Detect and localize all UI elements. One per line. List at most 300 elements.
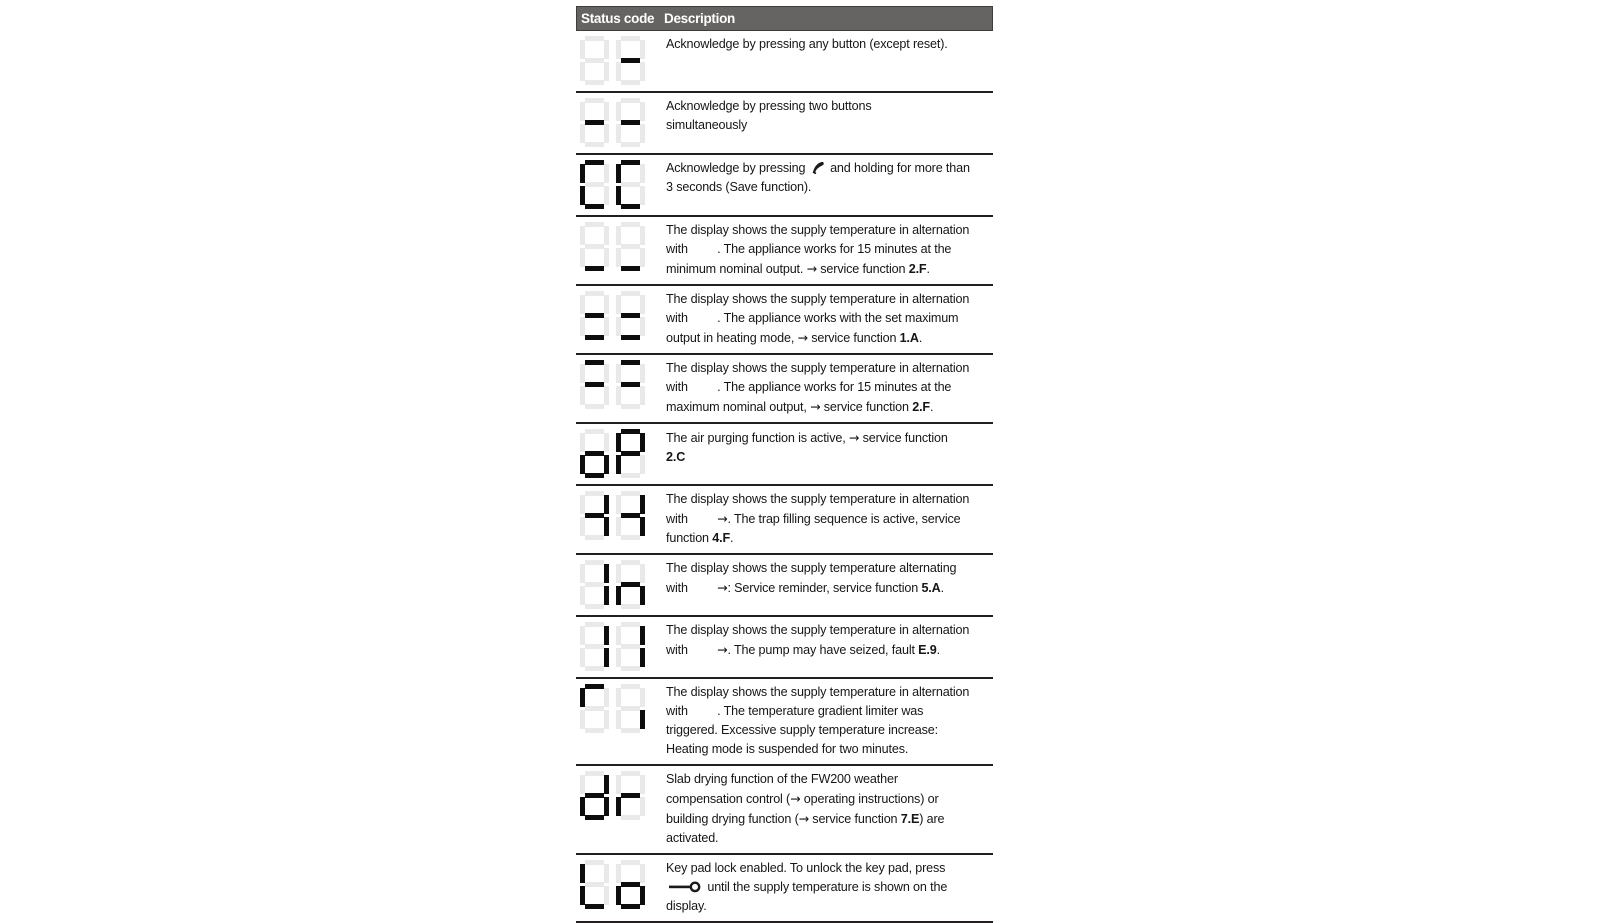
segment-e-icon xyxy=(580,62,585,81)
seven-segment-display xyxy=(580,36,645,86)
segment-a-icon xyxy=(585,684,604,689)
table-row xyxy=(576,679,993,766)
description-cell xyxy=(662,486,993,553)
segment-d-icon xyxy=(585,728,604,733)
status-code-cell xyxy=(576,155,662,215)
segment-a-icon xyxy=(621,360,640,365)
segment-a-icon xyxy=(585,98,604,103)
table-row xyxy=(576,155,993,217)
segment-e-icon xyxy=(616,710,621,729)
arrow-right-icon: → xyxy=(798,811,809,826)
segment-f-icon xyxy=(616,495,621,514)
segment-e-icon xyxy=(616,648,621,667)
segment-e-icon xyxy=(580,386,585,405)
table-row xyxy=(576,617,993,679)
seven-segment-digit xyxy=(616,860,645,910)
segment-f-icon xyxy=(580,688,585,707)
segment-f-icon xyxy=(616,226,621,245)
table-row xyxy=(576,766,993,855)
segment-c-icon xyxy=(640,586,645,605)
table-row xyxy=(576,31,993,93)
seven-segment-digit xyxy=(616,36,645,86)
segment-d-icon xyxy=(621,266,640,271)
segment-e-icon xyxy=(616,517,621,536)
arrow-right-icon: → xyxy=(797,330,808,345)
segment-e-icon xyxy=(616,586,621,605)
status-code-cell xyxy=(576,93,662,153)
arrow-right-icon: → xyxy=(717,511,728,526)
segment-d-icon xyxy=(585,266,604,271)
segment-b-icon xyxy=(604,495,609,514)
segment-b-icon xyxy=(640,864,645,883)
description-cell xyxy=(662,217,993,284)
description-cell xyxy=(662,555,993,615)
segment-b-icon xyxy=(604,364,609,383)
segment-c-icon xyxy=(640,648,645,667)
seven-segment-display xyxy=(580,98,645,148)
description-line: Slab drying function of the FW200 weather xyxy=(666,772,898,786)
segment-b-icon xyxy=(640,295,645,314)
status-code-cell xyxy=(576,486,662,553)
segment-g-icon xyxy=(585,706,604,711)
segment-f-icon xyxy=(616,40,621,59)
seven-segment-digit xyxy=(580,36,609,86)
seven-segment-digit xyxy=(580,291,609,341)
segment-a-icon xyxy=(585,222,604,227)
status-code-cell xyxy=(576,217,662,284)
segment-e-icon xyxy=(616,455,621,474)
service-function-reference: 2.F xyxy=(908,262,927,276)
segment-e-icon xyxy=(616,248,621,267)
segment-g-icon xyxy=(585,58,604,63)
description-cell xyxy=(662,617,993,677)
segment-a-icon xyxy=(621,98,640,103)
segment-c-icon xyxy=(640,186,645,205)
status-code-cell xyxy=(576,424,662,484)
service-function-reference: 5.A xyxy=(921,581,941,595)
seven-segment-display xyxy=(580,429,645,479)
segment-b-icon xyxy=(640,775,645,794)
segment-d-icon xyxy=(621,666,640,671)
chimney-sweep-icon xyxy=(811,161,825,175)
service-function-reference: 1.A xyxy=(899,331,919,345)
seven-segment-digit xyxy=(580,622,609,672)
segment-a-icon xyxy=(585,429,604,434)
segment-d-icon xyxy=(585,204,604,209)
description-line: compensation control (→ operating instructions) or xyxy=(666,791,939,806)
seven-segment-digit xyxy=(616,771,645,821)
description-cell xyxy=(662,155,993,215)
segment-g-icon xyxy=(585,313,604,318)
segment-d-icon xyxy=(585,815,604,820)
service-function-reference: E.9 xyxy=(918,643,937,657)
segment-g-icon xyxy=(621,882,640,887)
segment-a-icon xyxy=(621,36,640,41)
segment-d-icon xyxy=(585,80,604,85)
segment-d-icon xyxy=(621,815,640,820)
segment-e-icon xyxy=(580,248,585,267)
segment-c-icon xyxy=(640,317,645,336)
segment-f-icon xyxy=(580,295,585,314)
segment-g-icon xyxy=(621,793,640,798)
segment-f-icon xyxy=(580,433,585,452)
table-row xyxy=(576,217,993,286)
segment-g-icon xyxy=(585,644,604,649)
description-line: triggered. Excessive supply temperature increase: xyxy=(666,723,938,737)
segment-c-icon xyxy=(604,124,609,143)
status-code-cell xyxy=(576,355,662,422)
segment-a-icon xyxy=(585,491,604,496)
description-line: Key pad lock enabled. To unlock the key pad, press xyxy=(666,861,946,875)
segment-a-icon xyxy=(621,622,640,627)
seven-segment-display xyxy=(580,291,645,341)
segment-g-icon xyxy=(585,451,604,456)
segment-e-icon xyxy=(580,648,585,667)
segment-b-icon xyxy=(604,433,609,452)
status-code-cell xyxy=(576,555,662,615)
seven-segment-digit xyxy=(616,222,645,272)
segment-b-icon xyxy=(604,688,609,707)
description-line: with . The appliance works for 15 minutes at the xyxy=(666,380,952,394)
segment-f-icon xyxy=(580,864,585,883)
description-line: minimum nominal output. → service function 2.F. xyxy=(666,261,930,276)
segment-d-icon xyxy=(585,142,604,147)
description-line: Acknowledge by pressing any button (except reset). xyxy=(666,37,948,51)
table-row xyxy=(576,486,993,555)
segment-e-icon xyxy=(580,586,585,605)
segment-a-icon xyxy=(621,291,640,296)
segment-a-icon xyxy=(621,429,640,434)
segment-b-icon xyxy=(640,626,645,645)
description-line: maximum nominal output, → service function 2.F. xyxy=(666,399,934,414)
segment-f-icon xyxy=(616,688,621,707)
segment-b-icon xyxy=(604,102,609,121)
seven-segment-digit xyxy=(580,160,609,210)
seven-segment-digit xyxy=(580,429,609,479)
segment-c-icon xyxy=(604,886,609,905)
status-code-cell xyxy=(576,679,662,764)
segment-c-icon xyxy=(640,248,645,267)
description-line: The display shows the supply temperature in alternation xyxy=(666,223,970,237)
segment-b-icon xyxy=(640,688,645,707)
segment-e-icon xyxy=(616,886,621,905)
segment-a-icon xyxy=(585,560,604,565)
table-row xyxy=(576,286,993,355)
segment-c-icon xyxy=(604,317,609,336)
segment-c-icon xyxy=(640,517,645,536)
status-code-cell xyxy=(576,31,662,91)
description-cell xyxy=(662,679,993,764)
seven-segment-display xyxy=(580,160,645,210)
table-header-row xyxy=(576,6,993,31)
segment-g-icon xyxy=(585,120,604,125)
segment-f-icon xyxy=(580,564,585,583)
segment-d-icon xyxy=(585,535,604,540)
key-icon xyxy=(668,880,702,892)
segment-e-icon xyxy=(580,317,585,336)
segment-g-icon xyxy=(621,182,640,187)
segment-b-icon xyxy=(640,495,645,514)
status-code-cell xyxy=(576,855,662,921)
segment-c-icon xyxy=(604,186,609,205)
description-line: with . The temperature gradient limiter was xyxy=(666,704,924,718)
arrow-right-icon: → xyxy=(806,261,817,276)
arrow-right-icon: → xyxy=(790,791,801,806)
seven-segment-digit xyxy=(616,684,645,734)
segment-f-icon xyxy=(580,102,585,121)
segment-g-icon xyxy=(621,58,640,63)
description-line: The display shows the supply temperature in alternation xyxy=(666,492,970,506)
segment-e-icon xyxy=(580,124,585,143)
segment-g-icon xyxy=(621,644,640,649)
segment-e-icon xyxy=(616,797,621,816)
segment-e-icon xyxy=(580,186,585,205)
segment-g-icon xyxy=(585,793,604,798)
segment-f-icon xyxy=(580,364,585,383)
description-line: with →. The pump may have seized, fault E.9. xyxy=(666,642,940,657)
description-line: until the supply temperature is shown on the xyxy=(666,878,993,897)
description-line: Heating mode is suspended for two minutes. xyxy=(666,742,909,756)
seven-segment-digit xyxy=(616,491,645,541)
segment-a-icon xyxy=(621,222,640,227)
segment-f-icon xyxy=(580,164,585,183)
segment-c-icon xyxy=(640,797,645,816)
description-line: The air purging function is active, → service function xyxy=(666,430,948,445)
seven-segment-display xyxy=(580,360,645,410)
description-line: function 4.F. xyxy=(666,531,734,545)
seven-segment-digit xyxy=(616,429,645,479)
segment-f-icon xyxy=(580,626,585,645)
segment-g-icon xyxy=(621,451,640,456)
segment-f-icon xyxy=(580,495,585,514)
arrow-right-icon: → xyxy=(848,430,860,445)
seven-segment-digit xyxy=(616,560,645,610)
seven-segment-digit xyxy=(580,860,609,910)
segment-c-icon xyxy=(604,455,609,474)
seven-segment-digit xyxy=(580,98,609,148)
segment-b-icon xyxy=(604,626,609,645)
segment-d-icon xyxy=(621,728,640,733)
segment-b-icon xyxy=(604,864,609,883)
segment-a-icon xyxy=(621,860,640,865)
segment-g-icon xyxy=(621,382,640,387)
seven-segment-digit xyxy=(616,98,645,148)
description-line: Acknowledge by pressing and holding for more than xyxy=(666,161,970,175)
description-line: The display shows the supply temperature in alternation xyxy=(666,685,970,699)
segment-b-icon xyxy=(640,164,645,183)
description-line: The display shows the supply temperature alternating xyxy=(666,561,957,575)
segment-b-icon xyxy=(604,775,609,794)
segment-d-icon xyxy=(585,335,604,340)
segment-b-icon xyxy=(640,40,645,59)
segment-c-icon xyxy=(604,586,609,605)
segment-c-icon xyxy=(640,124,645,143)
segment-g-icon xyxy=(621,513,640,518)
segment-d-icon xyxy=(585,904,604,909)
segment-e-icon xyxy=(580,797,585,816)
seven-segment-digit xyxy=(580,684,609,734)
segment-g-icon xyxy=(621,582,640,587)
segment-g-icon xyxy=(585,382,604,387)
table-row xyxy=(576,855,993,923)
segment-d-icon xyxy=(621,142,640,147)
segment-c-icon xyxy=(604,648,609,667)
segment-b-icon xyxy=(604,226,609,245)
segment-d-icon xyxy=(585,473,604,478)
column-header-status-code: Status code xyxy=(581,11,655,26)
segment-c-icon xyxy=(604,386,609,405)
segment-g-icon xyxy=(621,313,640,318)
seven-segment-display xyxy=(580,560,645,610)
description-line: with . The appliance works for 15 minutes at the xyxy=(666,242,952,256)
segment-c-icon xyxy=(640,62,645,81)
segment-c-icon xyxy=(640,386,645,405)
segment-f-icon xyxy=(616,164,621,183)
arrow-right-icon: → xyxy=(717,642,728,657)
description-line: Acknowledge by pressing two buttons xyxy=(666,99,872,113)
service-function-reference: 2.F xyxy=(912,400,930,414)
segment-g-icon xyxy=(621,120,640,125)
seven-segment-digit xyxy=(616,622,645,672)
arrow-right-icon: → xyxy=(717,580,728,595)
description-cell xyxy=(662,31,993,91)
segment-d-icon xyxy=(621,473,640,478)
seven-segment-digit xyxy=(580,771,609,821)
description-line: simultaneously xyxy=(666,118,748,132)
segment-f-icon xyxy=(616,775,621,794)
segment-c-icon xyxy=(604,517,609,536)
seven-segment-display xyxy=(580,684,645,734)
segment-g-icon xyxy=(585,182,604,187)
segment-a-icon xyxy=(621,491,640,496)
description-line: display. xyxy=(666,899,707,913)
segment-f-icon xyxy=(616,102,621,121)
description-line: The display shows the supply temperature in alternation xyxy=(666,623,970,637)
status-code-table xyxy=(576,6,993,923)
description-line: with →. The trap filling sequence is active, service xyxy=(666,511,961,526)
segment-e-icon xyxy=(616,186,621,205)
segment-d-icon xyxy=(585,666,604,671)
segment-c-icon xyxy=(604,710,609,729)
status-code-cell xyxy=(576,617,662,677)
segment-f-icon xyxy=(616,564,621,583)
description-cell xyxy=(662,286,993,353)
segment-a-icon xyxy=(621,771,640,776)
segment-e-icon xyxy=(616,386,621,405)
segment-a-icon xyxy=(621,684,640,689)
seven-segment-digit xyxy=(580,560,609,610)
segment-a-icon xyxy=(585,860,604,865)
description-cell xyxy=(662,355,993,422)
column-header-description: Description xyxy=(664,11,735,26)
segment-f-icon xyxy=(580,775,585,794)
segment-e-icon xyxy=(616,62,621,81)
service-function-reference: 7.E xyxy=(900,812,920,826)
segment-f-icon xyxy=(580,40,585,59)
seven-segment-digit xyxy=(580,491,609,541)
seven-segment-digit xyxy=(580,222,609,272)
seven-segment-digit xyxy=(616,291,645,341)
description-line: output in heating mode, → service function 1.A. xyxy=(666,330,923,345)
arrow-right-icon: → xyxy=(810,399,821,414)
description-cell xyxy=(662,855,993,921)
segment-f-icon xyxy=(616,433,621,452)
segment-a-icon xyxy=(585,291,604,296)
segment-e-icon xyxy=(580,517,585,536)
segment-a-icon xyxy=(585,771,604,776)
seven-segment-display xyxy=(580,860,645,910)
seven-segment-display xyxy=(580,622,645,672)
segment-b-icon xyxy=(604,564,609,583)
segment-a-icon xyxy=(585,622,604,627)
segment-c-icon xyxy=(640,886,645,905)
segment-c-icon xyxy=(640,710,645,729)
segment-a-icon xyxy=(621,160,640,165)
segment-b-icon xyxy=(640,564,645,583)
description-line: activated. xyxy=(666,831,719,845)
description-cell xyxy=(662,93,993,153)
description-line: building drying function (→ service function 7.E) are xyxy=(666,811,945,826)
segment-g-icon xyxy=(621,244,640,249)
segment-b-icon xyxy=(640,433,645,452)
segment-f-icon xyxy=(616,295,621,314)
description-line xyxy=(666,448,993,467)
segment-g-icon xyxy=(585,882,604,887)
segment-c-icon xyxy=(640,455,645,474)
segment-g-icon xyxy=(585,244,604,249)
segment-b-icon xyxy=(640,364,645,383)
seven-segment-digit xyxy=(616,160,645,210)
segment-d-icon xyxy=(621,204,640,209)
segment-b-icon xyxy=(604,295,609,314)
segment-e-icon xyxy=(580,710,585,729)
description-line: The display shows the supply temperature in alternation xyxy=(666,361,970,375)
table-row xyxy=(576,355,993,424)
segment-b-icon xyxy=(604,164,609,183)
service-function-reference: 4.F xyxy=(712,531,731,545)
segment-d-icon xyxy=(585,404,604,409)
description-line: with →: Service reminder, service function 5.A. xyxy=(666,580,944,595)
table-row xyxy=(576,555,993,617)
segment-f-icon xyxy=(616,364,621,383)
seven-segment-display xyxy=(580,771,645,821)
segment-a-icon xyxy=(585,160,604,165)
segment-g-icon xyxy=(585,582,604,587)
description-cell xyxy=(662,424,993,484)
segment-d-icon xyxy=(585,604,604,609)
seven-segment-digit xyxy=(580,360,609,410)
description-line: with . The appliance works with the set maximum xyxy=(666,311,959,325)
segment-g-icon xyxy=(621,706,640,711)
service-function-reference: 2.C xyxy=(666,450,686,464)
segment-d-icon xyxy=(621,604,640,609)
segment-e-icon xyxy=(580,886,585,905)
segment-e-icon xyxy=(580,455,585,474)
status-code-cell xyxy=(576,286,662,353)
seven-segment-display xyxy=(580,491,645,541)
segment-a-icon xyxy=(621,560,640,565)
segment-d-icon xyxy=(621,404,640,409)
segment-c-icon xyxy=(604,62,609,81)
table-body xyxy=(576,31,993,923)
segment-f-icon xyxy=(580,226,585,245)
segment-g-icon xyxy=(585,513,604,518)
description-line: The display shows the supply temperature in alternation xyxy=(666,292,970,306)
segment-e-icon xyxy=(616,317,621,336)
segment-d-icon xyxy=(621,904,640,909)
segment-f-icon xyxy=(616,864,621,883)
segment-d-icon xyxy=(621,335,640,340)
